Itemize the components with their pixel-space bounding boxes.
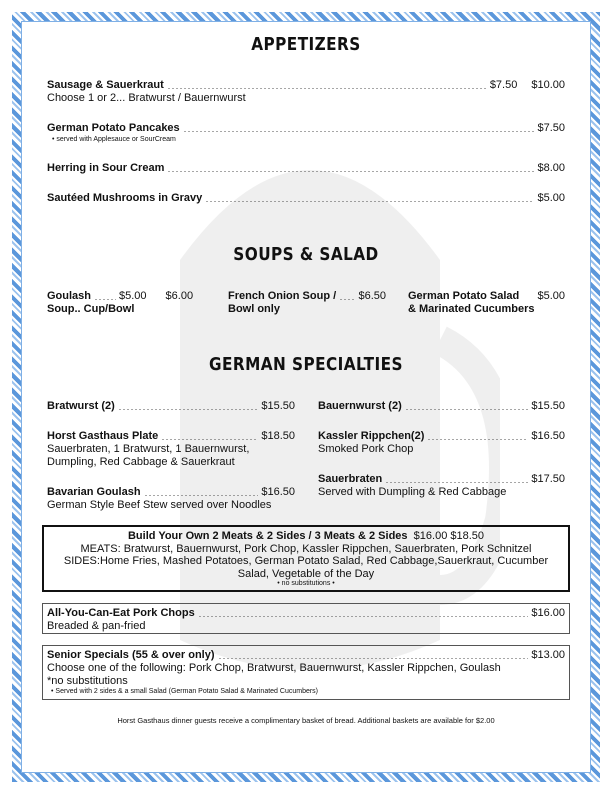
appetizers-title: APPETIZERS	[251, 34, 361, 55]
menu-item: Bauernwurst (2) $15.50	[318, 400, 565, 412]
item-note: • served with Applesauce or SourCream	[52, 136, 176, 143]
menu-item: Kassler Rippchen(2) $16.50	[318, 430, 565, 442]
build-prices: $16.00 $18.50	[413, 530, 485, 542]
item-desc: Choose 1 or 2... Bratwurst / Bauernwurst	[47, 92, 246, 104]
item-desc: Choose one of the following: Pork Chop, Bratwurst, Bauernwurst, Kassler Rippchen, Goulash	[47, 662, 501, 674]
menu-item: French Onion Soup / $6.50	[228, 290, 386, 302]
item-desc: German Style Beef Stew served over Noodles	[47, 499, 272, 511]
item-name-cont: Bowl only	[228, 303, 280, 315]
soups-title: SOUPS & SALAD	[233, 244, 379, 265]
build-title: Build Your Own 2 Meats & 2 Sides / 3 Meats & 2 Sides	[127, 530, 408, 542]
item-desc: Breaded & pan-fried	[47, 620, 146, 632]
specialties-title: GERMAN SPECIALTIES	[209, 354, 403, 375]
item-name-cont: & Marinated Cucumbers	[408, 303, 535, 315]
ayce-box: All-You-Can-Eat Pork Chops $16.00 Breaded & pan-fried	[42, 603, 570, 634]
menu-item: German Potato Pancakes $7.50	[47, 122, 565, 134]
build-sides: SIDES:Home Fries, Mashed Potatoes, German Potato Salad, Red Cabbage,Sauerkraut, Cucumber	[63, 555, 549, 567]
menu-item: Sausage & Sauerkraut $7.50 $10.00	[47, 79, 565, 91]
item-desc: *no substitutions	[47, 675, 128, 687]
item-desc: Smoked Pork Chop	[318, 443, 414, 455]
menu-item: Goulash $5.00 $6.00	[47, 290, 194, 302]
item-name-cont: Soup.. Cup/Bowl	[47, 303, 135, 315]
menu-item: Bavarian Goulash $16.50	[47, 486, 295, 498]
menu-item: Sautéed Mushrooms in Gravy $5.00	[47, 192, 565, 204]
footer-note: Horst Gasthaus dinner guests receive a complimentary basket of bread. Additional baskets are available for $2.00	[117, 716, 495, 725]
menu-item: German Potato Salad $5.00	[408, 290, 565, 302]
menu-item: Bratwurst (2) $15.50	[47, 400, 295, 412]
menu-item: Sauerbraten $17.50	[318, 473, 565, 485]
build-note: • no substitutions •	[277, 580, 335, 587]
build-sides-cont: Salad, Vegetable of the Day	[237, 567, 375, 580]
item-desc: Served with Dumpling & Red Cabbage	[318, 486, 507, 498]
menu-item: Horst Gasthaus Plate $18.50	[47, 430, 295, 442]
build-meats: MEATS: Bratwurst, Bauernwurst, Pork Chop, Kassler Rippchen, Sauerbraten, Pork Schnitzel	[80, 542, 532, 555]
senior-box: Senior Specials (55 & over only) $13.00 Choose one of the following: Pork Chop, Bratwurst, Bauernwurst, Kassler Rippchen, Goulash *no substitutions • Served with 2 sides & a small Salad (German Potato Salad & Marinated Cucumbers)	[42, 645, 570, 700]
item-desc: Sauerbraten, 1 Bratwurst, 1 Bauernwurst,	[47, 443, 250, 455]
item-desc: Dumpling, Red Cabbage & Sauerkraut	[47, 456, 235, 468]
menu-item: Herring in Sour Cream $8.00	[47, 162, 565, 174]
item-note: • Served with 2 sides & a small Salad (German Potato Salad & Marinated Cucumbers)	[51, 688, 319, 695]
build-your-own-box	[42, 525, 570, 592]
